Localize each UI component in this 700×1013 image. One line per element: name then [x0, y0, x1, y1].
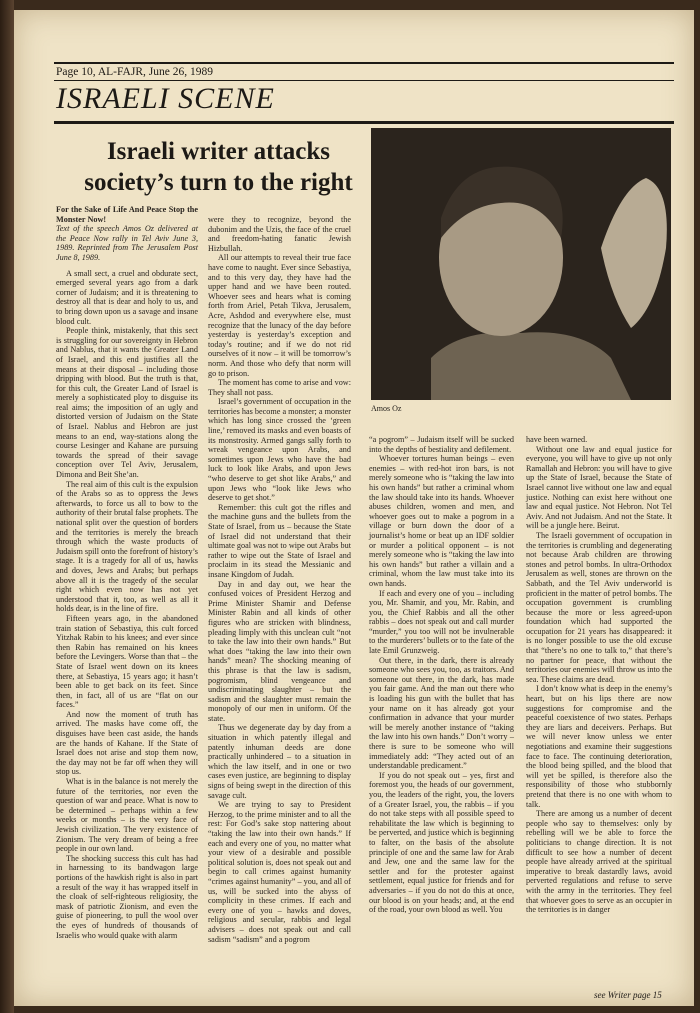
paragraph: Whoever tortures human beings – even enemies – with red-hot iron bars, is not merely someone who is “taking the law into his own hands” but rather a criminal whom the law should take into its hands. Whoever abuses children, women and men, and whoever goes out to make a pogrom in a village or burn down the door of a journalist’s home or beat up an IDF soldier or murder a political opponent – is not merely someone who is “taking the law into his own hands” but rather a villain and a criminal, whom the law must take into its own hands. [369, 454, 514, 588]
book-spine [0, 0, 14, 1013]
portrait-photo [371, 128, 671, 400]
continuation-note: see Writer page 15 [594, 990, 662, 1000]
top-rule [54, 62, 674, 64]
paragraph: Remember: this cult got the rifles and the machine guns and the bullets from the State of Israel, from us – because the State of Israel did not understand that their ultimate goal was not to wipe out Arabs but rather to wipe out the State of Israel and proclaim in its stead the Messianic and insane Kingdom of Judah. [208, 502, 351, 579]
paragraph: We are trying to say to President Herzog, to the prime minister and to all the rest: For God’s sake stop nattering about “taking the law into their own hands.” If each and every one of you, no matter what your view of a desirable and possible political solution is, does not speak out and begin to call crimes against humanity “crimes against humanity” – you, and all of us, will be sucked into the abyss of complicity in these crimes. If each and every one of you – hawks and doves, religious and secular, rabbis and legal advisers – does not speak out and call sadism “sadism” and a pogrom [208, 800, 351, 944]
paragraph: There are among us a number of decent people who say to themselves: only by rebelling will we be able to force the politicians to change direction. It is not difficult to see how a number of decent people have already arrived at the spiritual imperative to break dastardly laws, avoid perverted regulations and refuse to serve with the army in the territories. They feel that whoever goes to serve as an occupier in the territories is in danger [526, 809, 672, 915]
paragraph: The Israeli government of occupation in the territories is crumbling and degenerating not because Arab children are throwing stones and petrol bombs. In ultra-Orthodox Jerusalem as well, stones are thrown on the Sabbath, and the Tel Aviv underworld is proficient in the matter of petrol bombs. The occupation government is crumbling because the more or less agreed-upon foundation which had supported the occupation for 21 years has disappeared: it is no longer possible to use the old excuse that “there’s no one to talk to,” that there’s no partner for peace, that without the territories our enemies will throw us into the sea. These claims are dead. [526, 530, 672, 684]
kicker: For the Sake of Life And Peace Stop the Monster Now! [56, 205, 198, 224]
paragraph: Without one law and equal justice for everyone, you will have to give up not only Ramallah and Hebron: you will have to give up the State of Israel, because the State of Israel cannot live without one law and equal justice. Nothing can exist here without one law and equal justice. Not Hebron. Not Tel Aviv. And not Judaism. And not the State. It will be a jungle here. Beirut. [526, 444, 672, 531]
column-4 [526, 435, 672, 915]
portrait-illustration [371, 128, 671, 400]
newspaper-page [14, 10, 694, 1006]
paragraph: Israel’s government of occupation in the territories has become a monster; a monster which has long since crossed the ‘green line,’ removed its masks and even boasts of its monstrosity. Armed gangs sally forth to wreak vengeance upon Arabs, and sometimes upon Jews who have the bad luck to look like Arabs, and upon Jews “who deserve to get shot like Arabs,” and upon Jews who “look like Jews who deserve to get shot.” [208, 397, 351, 503]
paragraph: Day in and day out, we hear the confused voices of President Herzog and Prime Minister Shamir and Defense Minister Rabin and all kinds of other figures who are stricken with blindness, pleading limply with this unclean cult “not to take the law into their own hands.” But what does “taking the law into their own hands” mean? The shocking meaning of this phrase is that the law is sadism, pogromism, blind vengeance and undiscriminating slaughter – but the sadism and the slaughter must remain the monopoly of our men in uniform. Of the state. [208, 579, 351, 723]
headline: Israeli writer attacks society’s turn to the right [84, 138, 353, 196]
column-3 [369, 435, 514, 915]
intro-text: Text of the speech Amos Oz delivered at the Peace Now rally in Tel Aviv June 3, 1989. Reprinted from The Jerusalem Post June 8, 1989. [56, 224, 198, 262]
paragraph: “a pogrom” – Judaism itself will be sucked into the depths of bestiality and defilement. [369, 435, 514, 454]
paragraph: The real aim of this cult is the expulsion of the Arabs so as to oppress the Jews afterwards, to force us all to bow to the authority of their brutal false prophets. The national split over the question of borders and the territories is merely the breach through which the waste products of Judaism spill onto the forefront of history’s stage. It is a tragedy for all of us, hawks and doves, Jews and Arabs; but perhaps above all it is the tragedy of the secular right which even now has not yet understood that it, too, as well as all it holds dear, is in the line of fire. [56, 479, 198, 614]
paragraph: I don’t know what is deep in the enemy’s heart, but on his lips there are now suggestions for compromise and the peaceful coexistence of two states. Perhaps they are liars and deceivers. Perhaps. But we will never know unless we enter negotiations and examine their suggestions face to face. The continuing deterioration, the blood being spilled, and the blood that will yet be spilled, is therefore also the responsibility of those who stubbornly pretend that there is no one with whom to talk. [526, 684, 672, 809]
paragraph: Fifteen years ago, in the abandoned train station of Sebastiya, this cult forced Yitzhak Rabin to his knees; and ever since then Rabin has remained on his knees before the Levingers. Worse than that – the State of Israel went down on its knees there, at Sebastiya, 15 years ago; it hasn’t been able to get back on its feet. Since then, in fact, all of us are “flat on our faces.” [56, 613, 198, 710]
paragraph: What is in the balance is not merely the future of the territories, nor even the question of war and peace. What is now to be determined – perhaps within a few weeks or months – is the very face of Jewish civilization. The very existence of Zionism. The very dream of being a free people in our own land. [56, 777, 198, 854]
paragraph: were they to recognize, beyond the dubonim and the Uzis, the face of the cruel and freedom-hating fanatic Jewish Hizbullah. [208, 215, 351, 253]
paragraph: The moment has come to arise and vow: They shall not pass. [208, 378, 351, 397]
column-1 [56, 205, 198, 940]
paragraph: A small sect, a cruel and obdurate sect, emerged several years ago from a dark corner of Judaism; and it is threatening to destroy all that is dear and holy to us, and to bring down upon us a savage and insane blood cult. [56, 268, 198, 326]
column-2 [208, 215, 351, 944]
paragraph: If you do not speak out – yes, first and foremost you, the heads of our government, you, the leaders of the right, you, the lovers of a Greater Israel, you, the rabbis – if you do not take steps with all possible speed to rehabilitate the law which is beginning to be perverted, and justice which is beginning to falter, on the basis of the absolute principle of one and the same law for Arab and Jew, one and the same law for the settler and for the protester against settlement, equal justice for friends and for adversaries – if you do not do this at once, our blood is on your heads; and, at the end of the road, your own blood as well. You [369, 770, 514, 915]
paragraph: All our attempts to reveal their true face have come to naught. Ever since Sebastiya, and to this very day, they have had the upper hand and we have been routed. Whoever sees and hears what is coming forth from Ariel, Petah Tikva, Jerusalem, Acre, Ashdod and everywhere else, must recognize that the lunacy of the day before yesterday is yesterday’s exception and today’s routine; and if we do not rid ourselves of it now – it will be tomorrow’s norm. And those who defy that norm will go to prison. [208, 253, 351, 378]
section-title: ISRAELI SCENE [56, 82, 275, 115]
section-rule [54, 121, 674, 124]
paragraph: The shocking success this cult has had in harnessing to its bandwagon large portions of the hawkish right is also in part a result of the way it has wrapped itself in the cloak of self-righteous religiosity, the mask of patriotic Zionism, and even the guise of pioneering, to pull the wool over the eyes of hundreds of thousands of Israelis who would quake with alarm [56, 853, 198, 940]
paragraph: If each and every one of you – including you, Mr. Shamir, and you, Mr. Rabin, and you, the Chief Rabbis and all the other rabbis – does not speak out and call murder “murder,” you too will not be invulnerable to the murderers’ bullets or to the fate of the late Emil Grunzweig. [369, 588, 514, 656]
header-rule [54, 80, 674, 81]
paragraph: Thus we degenerate day by day from a situation in which patently illegal and patently inhuman deeds are done practically unhindered – to a situation in which the law itself, and in one or two cases even justice, are beginning to display signs of being swept in the direction of this savage cult. [208, 723, 351, 800]
paragraph: People think, mistakenly, that this sect is struggling for our sovereignty in Hebron and Nablus, that it wants the Greater Land of Israel, and this end justifies all the means at their disposal – including those dripping with blood. But the truth is that, for this cult, the Greater Land of Israel is merely a sophisticated ploy to disguise its real aims; the imposition of an ugly and distorted version of Judaism on the State of Israel. Nablus and Hebron are just means to an end, way-stations along the course Lesinger and Kahane are pursuing towards the spread of their savage conception over Tel Aviv, Jerusalem, Dimona and Beit She’an. [56, 326, 198, 480]
paragraph: have been warned. [526, 435, 588, 444]
photo-caption: Amos Oz [371, 404, 402, 413]
paragraph: Out there, in the dark, there is already someone who sees you, too, as traitors. And someone out there, in the dark, has made you fair game. And the man out there who is loading his gun with the bullet that has your name on it has already got your confirmation in advance that your murder will be merely another instance of “taking the law into his own hands.” Don’t worry – there is sure to be someone who will immediately add: “They acted out of an understandable predicament.” [369, 655, 514, 771]
running-head: Page 10, AL-FAJR, June 26, 1989 [56, 66, 213, 78]
paragraph: And now the moment of truth has arrived. The masks have come off, the disguises have been cast aside, the hands are the hands of Kahane. If the State of Israel does not arise and stop them now, the day may not be far off when they will stop us. [56, 709, 198, 777]
